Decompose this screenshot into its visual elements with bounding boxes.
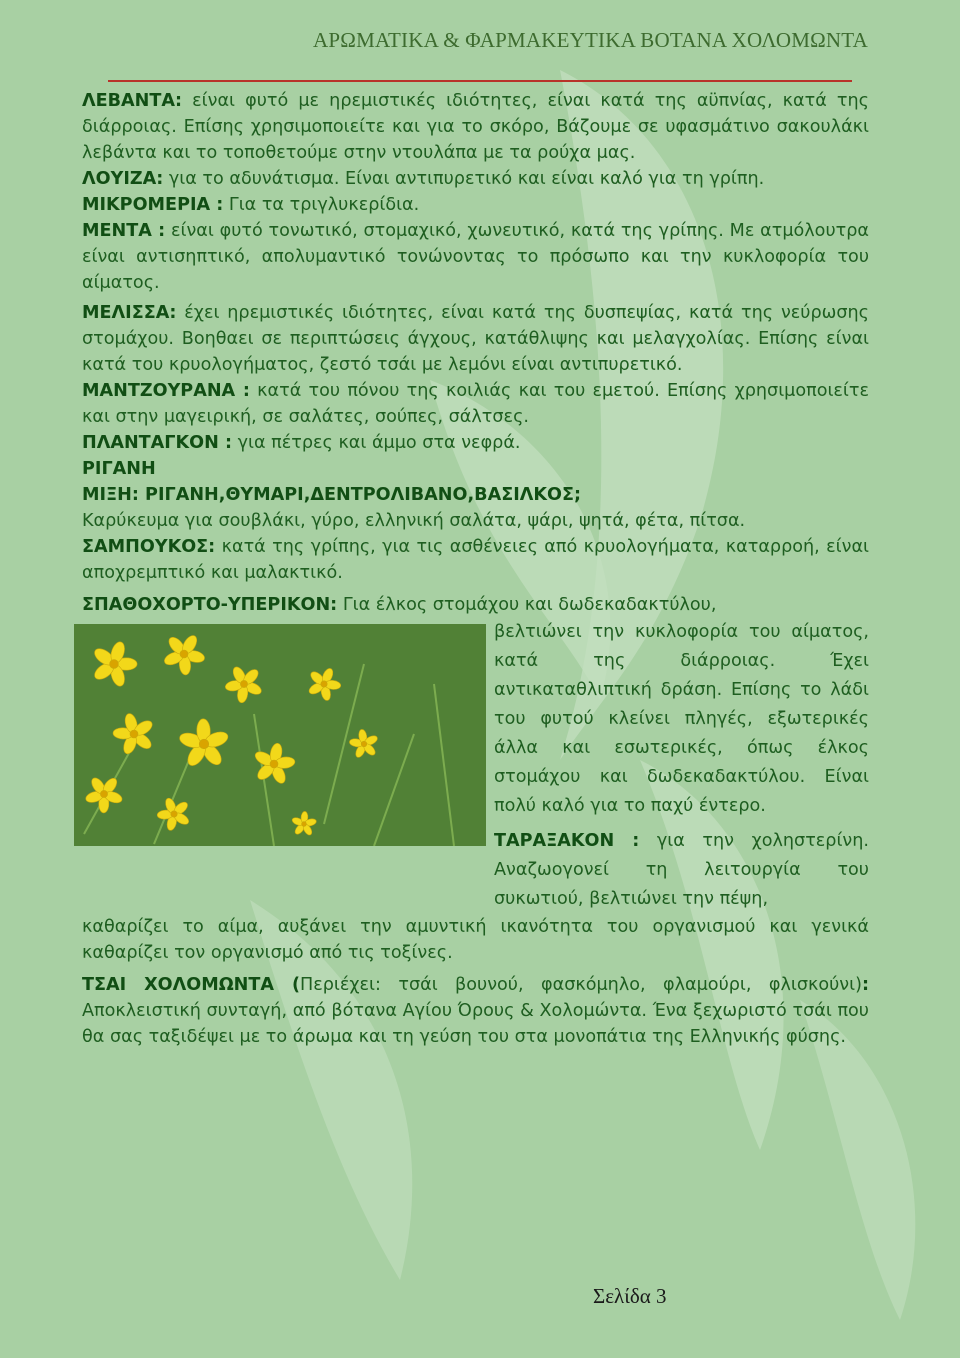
- flower-center: [180, 650, 188, 658]
- herb-name: ΣΑΜΠΟΥΚΟΣ:: [82, 537, 216, 557]
- flower-center: [270, 760, 278, 768]
- header-rule: [108, 80, 852, 82]
- herb-description: έχει ηρεμιστικές ιδιότητες, είναι κατά της δυσπεψίας, κατά της νεύρωσης στομάχου. Βοηθαει σε περιπτώσεις άγχους, κατάθλιψης και μελαγχολίας. Επίσης είναι κατά του κρυολογήματος, ζεστό τσάι με λεμόνι είναι αντιπυρετικό.: [82, 303, 869, 375]
- herb-description: Για έλκος στομάχου και δωδεκαδακτύλου,: [337, 595, 717, 615]
- entry-taraxakon: [494, 827, 869, 914]
- herb-name: ΤΑΡΑΞΑΚΟΝ :: [494, 831, 640, 851]
- herb-name: ΡΙΓΑΝΗ: [82, 459, 156, 479]
- herb-description: για το αδυνάτισμα. Είναι αντιπυρετικό και είναι καλό για τη γρίπη.: [163, 169, 765, 189]
- herb-description: για πέτρες και άμμο στα νεφρά.: [232, 433, 521, 453]
- entry-louiza: [82, 166, 869, 192]
- tsai-ingredients: Περιέχει: τσάι βουνού, φασκόμηλο, φλαμούρι, φλισκούνι): [300, 975, 862, 995]
- flower-center: [240, 680, 247, 687]
- herb-name: ΤΣΑΙ ΧΟΛΟΜΩΝΤΑ (: [82, 975, 301, 995]
- spathochorto-side-text: βελτιώνει την κυκλοφορία του αίματος, κατά της διάρροιας. Έχει αντικαταθλιπτική δράση. Επίσης το λάδι του φυτού κλείνει πληγές, εξωτερικές άλλα και εσωτερικές, όπως έλκος στομάχου και δωδεκαδακτύλου. Είναι πολύ καλό για το παχύ έντερο.: [494, 622, 869, 816]
- herb-description: για την χοληστερίνη. Αναζωογονεί τη λειτουργία του συκωτιού, βελτιώνει την πέψη,: [494, 831, 870, 909]
- st-johns-wort-photo: [74, 624, 486, 846]
- herb-name: ΛΕΒΑΝΤΑ:: [82, 91, 183, 111]
- herb-description: Αποκλειστική συνταγή, από βότανα Αγίου Όρους & Χολομώντα. Ένα ξεχωριστό τσάι που θα σας ταξιδέψει με το άρωμα και τη γεύση του στα μονοπάτια της Ελληνικής φύσης.: [82, 1001, 869, 1047]
- herb-description: κατά της γρίπης, για τις ασθένειες από κρυολογήματα, καταρροή, είναι αποχρεμπτικό και μαλακτικό.: [82, 537, 869, 583]
- entry-plantagkon: [82, 430, 869, 456]
- flower-center: [110, 660, 119, 669]
- entry-levanta: [82, 88, 869, 166]
- flower-center: [199, 739, 209, 749]
- page-content: [82, 88, 869, 1050]
- entry-mantzourana: [82, 378, 869, 430]
- entry-mixi-description: Καρύκευμα για σουβλάκι, γύρο, ελληνική σαλάτα, ψάρι, ψητά, φέτα, πίτσα.: [82, 511, 746, 531]
- herb-name: ΜΑΝΤΖΟΥΡΑΝΑ :: [82, 381, 250, 401]
- flower-center: [321, 681, 327, 687]
- herb-name: ΛΟΥΙΖΑ:: [82, 169, 164, 189]
- entry-mikromeria: [82, 192, 869, 218]
- flower-center: [130, 730, 138, 738]
- entry-mixi: [82, 482, 869, 508]
- taraxakon-continued: καθαρίζει το αίμα, αυξάνει την αμυντική ικανότητα του οργανισμού και γενικά καθαρίζει τον οργανισμό από τις τοξίνες.: [82, 917, 869, 963]
- herb-name: ΣΠΑΘΟΧΟΡΤΟ-ΥΠΕΡΙΚΟΝ:: [82, 595, 338, 615]
- entry-menta: [82, 218, 869, 296]
- flower-center: [302, 822, 307, 827]
- tsai-colon: :: [861, 975, 870, 995]
- herb-name: ΜΕΝΤΑ :: [82, 221, 166, 241]
- herb-name: ΜΙΚΡΟΜΕΡΙΑ :: [82, 195, 224, 215]
- herb-description: κατά του πόνου της κοιλιάς και του εμετού. Επίσης χρησιμοποιείτε και στην μαγειρική, σε σαλάτες, σούπες, σάλτσες.: [82, 381, 869, 427]
- entry-tsai: [82, 972, 869, 1050]
- page-number: Σελίδα 3: [593, 1284, 667, 1308]
- flower-center: [171, 811, 177, 817]
- herb-description: είναι φυτό με ηρεμιστικές ιδιότητες, είναι κατά της αϋπνίας, κατά της διάρροιας. Επίσης χρησιμοποιείτε και για το σκόρο, Βάζουμε σε υφασμάτινο σακουλάκι λεβάντα και το τοποθετούμε στην ντουλάπα με τα ρούχα μας.: [82, 91, 869, 163]
- entry-spathochorto: [82, 592, 869, 618]
- entry-melissa: [82, 300, 869, 378]
- header-title: ΑΡΩΜΑΤΙΚΑ & ΦΑΡΜΑΚΕΥΤΙΚΑ ΒΟΤΑΝΑ ΧΟΛΟΜΩΝΤΑ: [313, 28, 868, 52]
- flower-center: [361, 741, 367, 747]
- herb-name: ΜΕΛΙΣΣΑ:: [82, 303, 177, 323]
- entry-sampoukos: [82, 534, 869, 586]
- herb-description: Για τα τριγλυκερίδια.: [223, 195, 420, 215]
- flower-center: [100, 790, 107, 797]
- herb-name: ΜΙΞΗ: ΡΙΓΑΝΗ,ΘΥΜΑΡΙ,ΔΕΝΤΡΟΛΙΒΑΝΟ,ΒΑΣΙΛΚΟΣ;: [82, 485, 582, 505]
- flower-photo-illustration: [74, 624, 486, 846]
- entry-rigani: [82, 456, 869, 482]
- herb-name: ΠΛΑΝΤΑΓΚΟΝ :: [82, 433, 232, 453]
- herb-description: είναι φυτό τονωτικό, στομαχικό, χωνευτικό, κατά της γρίπης. Με ατμόλουτρα είναι αντισηπτικό, απολυμαντικό τονώνοντας το πρόσωπο και την κυκλοφορία του αίματος.: [82, 221, 869, 293]
